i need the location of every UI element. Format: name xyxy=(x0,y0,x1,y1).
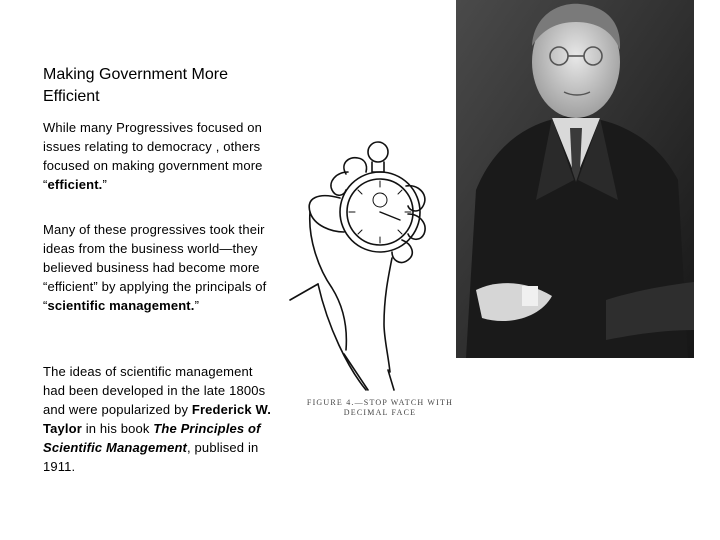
p3-text-end: , publised in 1911. xyxy=(43,440,259,474)
stopwatch-hand-icon xyxy=(288,128,450,398)
portrait-photo-image xyxy=(456,0,694,358)
p3-text: The ideas of scientific management had been developed in the late 1800s and were popularized by xyxy=(43,364,266,417)
p2-text: Many of these progressives took their ideas from the business world—they believed business had become more “efficient” by applying the principals of “ xyxy=(43,222,267,313)
p1-text-end: ” xyxy=(102,177,107,192)
paragraph-democracy-efficiency xyxy=(43,118,275,194)
p2-text-end: ” xyxy=(194,298,200,313)
figure-caption: FIGURE 4.—STOP WATCH WITH DECIMAL FACE xyxy=(306,398,454,417)
p2-bold-scientific-management: scientific management. xyxy=(47,298,195,313)
portrait-photo xyxy=(456,0,694,358)
p1-bold-efficient: efficient. xyxy=(47,177,103,192)
p1-text: While many Progressives focused on issues relating to democracy , others focused on making government more “ xyxy=(43,120,263,192)
paragraph-business-world xyxy=(43,220,275,315)
p3-bold-taylor: Frederick W. Taylor xyxy=(43,402,271,436)
slide-title: Making Government More Efficient xyxy=(43,66,228,105)
paragraph-taylor xyxy=(43,362,275,476)
p3-book-title: The Principles of Scientific Management xyxy=(43,421,261,455)
p3-text-mid: in his book xyxy=(81,421,154,436)
